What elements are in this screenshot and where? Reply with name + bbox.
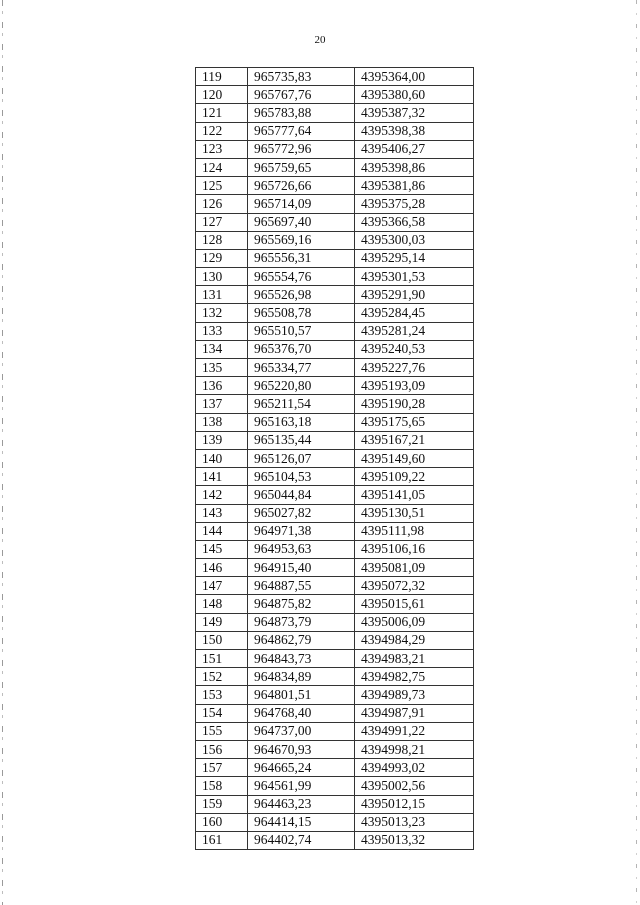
table-row (196, 86, 474, 104)
x-coordinate-cell: 965714,09 (248, 195, 355, 213)
x-coordinate-cell: 965027,82 (248, 504, 355, 522)
y-coordinate-cell: 4395190,28 (355, 395, 474, 413)
point-number-cell: 120 (196, 86, 248, 104)
table-row (196, 486, 474, 504)
x-coordinate-cell: 964915,40 (248, 559, 355, 577)
table-row (196, 177, 474, 195)
point-number-cell: 159 (196, 795, 248, 813)
point-number-cell: 138 (196, 413, 248, 431)
table-row (196, 213, 474, 231)
y-coordinate-cell: 4394984,29 (355, 631, 474, 649)
y-coordinate-cell: 4395106,16 (355, 540, 474, 558)
page-number: 20 (314, 34, 326, 46)
table-row (196, 813, 474, 831)
y-coordinate-cell: 4395291,90 (355, 286, 474, 304)
point-number-cell: 129 (196, 249, 248, 267)
y-coordinate-cell: 4395013,23 (355, 813, 474, 831)
y-coordinate-cell: 4394987,91 (355, 704, 474, 722)
y-coordinate-cell: 4394998,21 (355, 740, 474, 758)
point-number-cell: 153 (196, 686, 248, 704)
point-number-cell: 131 (196, 286, 248, 304)
y-coordinate-cell: 4395111,98 (355, 522, 474, 540)
point-number-cell: 133 (196, 322, 248, 340)
x-coordinate-cell: 964843,73 (248, 650, 355, 668)
table-row (196, 449, 474, 467)
x-coordinate-cell: 964875,82 (248, 595, 355, 613)
y-coordinate-cell: 4395167,21 (355, 431, 474, 449)
table-row (196, 286, 474, 304)
table-row (196, 359, 474, 377)
table-row (196, 650, 474, 668)
point-number-cell: 151 (196, 650, 248, 668)
point-number-cell: 150 (196, 631, 248, 649)
y-coordinate-cell: 4395380,60 (355, 86, 474, 104)
x-coordinate-cell: 964801,51 (248, 686, 355, 704)
point-number-cell: 127 (196, 213, 248, 231)
table-row (196, 122, 474, 140)
x-coordinate-cell: 965526,98 (248, 286, 355, 304)
table-row (196, 104, 474, 122)
coordinates-table (195, 67, 474, 850)
y-coordinate-cell: 4395301,53 (355, 268, 474, 286)
y-coordinate-cell: 4395072,32 (355, 577, 474, 595)
y-coordinate-cell: 4395130,51 (355, 504, 474, 522)
y-coordinate-cell: 4395295,14 (355, 249, 474, 267)
x-coordinate-cell: 964665,24 (248, 759, 355, 777)
point-number-cell: 148 (196, 595, 248, 613)
table-row (196, 631, 474, 649)
point-number-cell: 155 (196, 722, 248, 740)
y-coordinate-cell: 4395381,86 (355, 177, 474, 195)
y-coordinate-cell: 4395015,61 (355, 595, 474, 613)
y-coordinate-cell: 4395193,09 (355, 377, 474, 395)
table-row (196, 686, 474, 704)
scan-edge-left (2, 0, 3, 905)
x-coordinate-cell: 965163,18 (248, 413, 355, 431)
y-coordinate-cell: 4395006,09 (355, 613, 474, 631)
point-number-cell: 134 (196, 340, 248, 358)
y-coordinate-cell: 4395240,53 (355, 340, 474, 358)
y-coordinate-cell: 4394982,75 (355, 668, 474, 686)
point-number-cell: 137 (196, 395, 248, 413)
coordinates-table-body (196, 68, 474, 850)
point-number-cell: 124 (196, 158, 248, 176)
point-number-cell: 157 (196, 759, 248, 777)
x-coordinate-cell: 964834,89 (248, 668, 355, 686)
point-number-cell: 121 (196, 104, 248, 122)
point-number-cell: 147 (196, 577, 248, 595)
point-number-cell: 146 (196, 559, 248, 577)
point-number-cell: 128 (196, 231, 248, 249)
table-row (196, 668, 474, 686)
table-row (196, 504, 474, 522)
table-row (196, 540, 474, 558)
y-coordinate-cell: 4395284,45 (355, 304, 474, 322)
y-coordinate-cell: 4395398,38 (355, 122, 474, 140)
point-number-cell: 145 (196, 540, 248, 558)
x-coordinate-cell: 965211,54 (248, 395, 355, 413)
table-row (196, 431, 474, 449)
table-row (196, 613, 474, 631)
point-number-cell: 158 (196, 777, 248, 795)
y-coordinate-cell: 4395364,00 (355, 68, 474, 86)
x-coordinate-cell: 964887,55 (248, 577, 355, 595)
y-coordinate-cell: 4395300,03 (355, 231, 474, 249)
table-row (196, 231, 474, 249)
x-coordinate-cell: 965104,53 (248, 468, 355, 486)
table-row (196, 468, 474, 486)
x-coordinate-cell: 964414,15 (248, 813, 355, 831)
scan-edge-right (636, 0, 637, 905)
point-number-cell: 142 (196, 486, 248, 504)
point-number-cell: 130 (196, 268, 248, 286)
y-coordinate-cell: 4394989,73 (355, 686, 474, 704)
y-coordinate-cell: 4395149,60 (355, 449, 474, 467)
table-row (196, 413, 474, 431)
point-number-cell: 140 (196, 449, 248, 467)
x-coordinate-cell: 964971,38 (248, 522, 355, 540)
x-coordinate-cell: 965697,40 (248, 213, 355, 231)
x-coordinate-cell: 965735,83 (248, 68, 355, 86)
table-row (196, 304, 474, 322)
point-number-cell: 135 (196, 359, 248, 377)
table-row (196, 268, 474, 286)
x-coordinate-cell: 965508,78 (248, 304, 355, 322)
point-number-cell: 154 (196, 704, 248, 722)
table-row (196, 759, 474, 777)
table-row (196, 322, 474, 340)
y-coordinate-cell: 4395012,15 (355, 795, 474, 813)
x-coordinate-cell: 964463,23 (248, 795, 355, 813)
y-coordinate-cell: 4395013,32 (355, 831, 474, 849)
point-number-cell: 152 (196, 668, 248, 686)
x-coordinate-cell: 964873,79 (248, 613, 355, 631)
table-row (196, 249, 474, 267)
table-row (196, 704, 474, 722)
x-coordinate-cell: 964953,63 (248, 540, 355, 558)
x-coordinate-cell: 965767,76 (248, 86, 355, 104)
x-coordinate-cell: 964561,99 (248, 777, 355, 795)
table-row (196, 577, 474, 595)
point-number-cell: 136 (196, 377, 248, 395)
table-row (196, 522, 474, 540)
x-coordinate-cell: 965135,44 (248, 431, 355, 449)
y-coordinate-cell: 4395002,56 (355, 777, 474, 795)
point-number-cell: 125 (196, 177, 248, 195)
y-coordinate-cell: 4395281,24 (355, 322, 474, 340)
x-coordinate-cell: 965510,57 (248, 322, 355, 340)
point-number-cell: 139 (196, 431, 248, 449)
y-coordinate-cell: 4395227,76 (355, 359, 474, 377)
x-coordinate-cell: 965556,31 (248, 249, 355, 267)
x-coordinate-cell: 965772,96 (248, 140, 355, 158)
y-coordinate-cell: 4395141,05 (355, 486, 474, 504)
point-number-cell: 160 (196, 813, 248, 831)
point-number-cell: 149 (196, 613, 248, 631)
y-coordinate-cell: 4395175,65 (355, 413, 474, 431)
x-coordinate-cell: 965376,70 (248, 340, 355, 358)
table-row (196, 722, 474, 740)
x-coordinate-cell: 965334,77 (248, 359, 355, 377)
point-number-cell: 132 (196, 304, 248, 322)
point-number-cell: 161 (196, 831, 248, 849)
y-coordinate-cell: 4395406,27 (355, 140, 474, 158)
y-coordinate-cell: 4394983,21 (355, 650, 474, 668)
x-coordinate-cell: 965220,80 (248, 377, 355, 395)
x-coordinate-cell: 965777,64 (248, 122, 355, 140)
x-coordinate-cell: 964670,93 (248, 740, 355, 758)
point-number-cell: 141 (196, 468, 248, 486)
y-coordinate-cell: 4395387,32 (355, 104, 474, 122)
table-row (196, 395, 474, 413)
x-coordinate-cell: 965759,65 (248, 158, 355, 176)
point-number-cell: 123 (196, 140, 248, 158)
y-coordinate-cell: 4395109,22 (355, 468, 474, 486)
y-coordinate-cell: 4395366,58 (355, 213, 474, 231)
table-row (196, 795, 474, 813)
x-coordinate-cell: 965126,07 (248, 449, 355, 467)
y-coordinate-cell: 4395375,28 (355, 195, 474, 213)
x-coordinate-cell: 965554,76 (248, 268, 355, 286)
x-coordinate-cell: 964737,00 (248, 722, 355, 740)
table-row (196, 559, 474, 577)
x-coordinate-cell: 965044,84 (248, 486, 355, 504)
point-number-cell: 143 (196, 504, 248, 522)
point-number-cell: 119 (196, 68, 248, 86)
x-coordinate-cell: 965726,66 (248, 177, 355, 195)
x-coordinate-cell: 965783,88 (248, 104, 355, 122)
y-coordinate-cell: 4395398,86 (355, 158, 474, 176)
table-row (196, 831, 474, 849)
y-coordinate-cell: 4394991,22 (355, 722, 474, 740)
table-row (196, 68, 474, 86)
x-coordinate-cell: 964402,74 (248, 831, 355, 849)
table-row (196, 777, 474, 795)
point-number-cell: 122 (196, 122, 248, 140)
table-row (196, 740, 474, 758)
y-coordinate-cell: 4394993,02 (355, 759, 474, 777)
x-coordinate-cell: 964862,79 (248, 631, 355, 649)
table-row (196, 340, 474, 358)
point-number-cell: 126 (196, 195, 248, 213)
table-row (196, 377, 474, 395)
point-number-cell: 156 (196, 740, 248, 758)
x-coordinate-cell: 965569,16 (248, 231, 355, 249)
y-coordinate-cell: 4395081,09 (355, 559, 474, 577)
x-coordinate-cell: 964768,40 (248, 704, 355, 722)
table-row (196, 158, 474, 176)
point-number-cell: 144 (196, 522, 248, 540)
table-row (196, 595, 474, 613)
table-row (196, 140, 474, 158)
table-row (196, 195, 474, 213)
